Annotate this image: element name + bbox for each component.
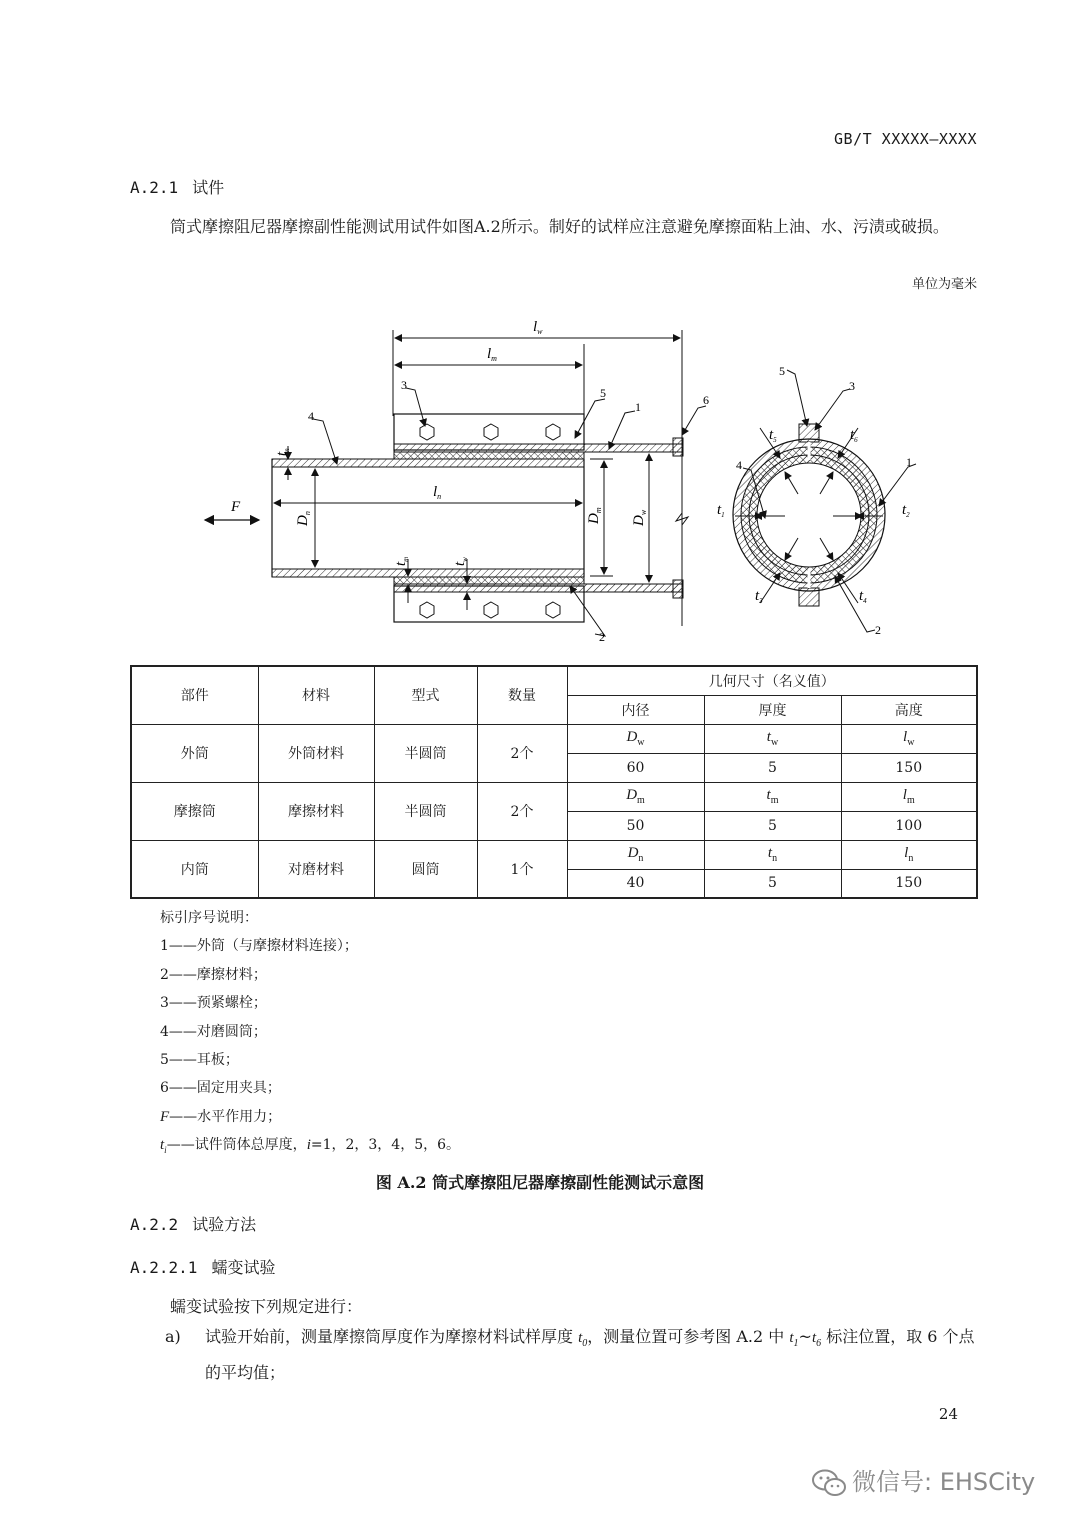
cs-leader-3-label: 3 — [849, 379, 855, 393]
row-qty: 2个 — [477, 782, 567, 840]
header-type: 型式 — [374, 666, 477, 724]
legend-item: 4——对磨圆筒； — [160, 1023, 267, 1040]
dn-label: $D_n$ — [295, 511, 312, 526]
figure-caption: 图 A.2 筒式摩擦阻尼器摩擦副性能测试示意图 — [375, 1173, 705, 1192]
watermark-text: 微信号: EHSCity — [852, 1468, 1036, 1496]
section-title: 蠕变试验 — [211, 1258, 276, 1277]
cs-leader-1-label: 1 — [906, 455, 912, 469]
fixture-bottom — [673, 580, 683, 598]
row-d-value: 40 — [567, 869, 704, 898]
fixture-top — [673, 438, 683, 456]
row-part: 外筒 — [131, 724, 258, 782]
t6-label: $t_6$ — [850, 427, 858, 444]
inner-tube-wall-bottom — [272, 569, 584, 577]
row-l-value: 150 — [841, 869, 977, 898]
row-t-value: 5 — [704, 869, 841, 898]
header-geometry: 几何尺寸（名义值） — [567, 666, 977, 695]
legend-item: 3——预紧螺栓； — [160, 995, 267, 1012]
header-inner-diameter: 内径 — [567, 695, 704, 724]
section-title: 试验方法 — [192, 1215, 257, 1234]
specimen-table — [130, 665, 978, 899]
row-d-symbol: $D_w$ — [567, 724, 704, 753]
row-l-value: 150 — [841, 753, 977, 782]
list-item-a — [165, 1322, 980, 1387]
row-l-value: 100 — [841, 811, 977, 840]
legend-item: 5——耳板； — [160, 1052, 239, 1069]
cs-leader-2-label: 2 — [875, 623, 881, 637]
section-heading-a21 — [130, 175, 224, 198]
row-qty: 1个 — [477, 840, 567, 898]
row-part: 内筒 — [131, 840, 258, 898]
row-t-symbol: $t_w$ — [704, 724, 841, 753]
row-d-symbol: $D_m$ — [567, 782, 704, 811]
force-label: F — [231, 499, 241, 515]
tw-label: $t_w$ — [452, 557, 469, 566]
list-label: a) — [165, 1327, 181, 1346]
row-material: 摩擦材料 — [258, 782, 374, 840]
row-type: 半圆筒 — [374, 782, 477, 840]
section-number: A.2.2 — [130, 1215, 179, 1234]
cs-leader-5-label: 5 — [779, 364, 785, 378]
creep-intro-text: 蠕变试验按下列规定进行： — [170, 1297, 363, 1316]
row-material: 外筒材料 — [258, 724, 374, 782]
cs-leader-4-label: 4 — [736, 458, 742, 472]
section-title: 试件 — [192, 178, 225, 197]
outer-tube-wall-top — [394, 444, 683, 452]
section-number: A.2.1 — [130, 178, 179, 197]
t2-label: $t_2$ — [902, 502, 910, 519]
cross-section-view — [717, 364, 916, 637]
row-l-symbol: $l_w$ — [841, 724, 977, 753]
legend-item: 6——固定用夹具； — [160, 1080, 281, 1097]
dw-label: $D_w$ — [631, 509, 648, 526]
row-d-value: 60 — [567, 753, 704, 782]
dm-label: $D_m$ — [586, 507, 603, 524]
header-height: 高度 — [841, 695, 977, 724]
page-number: 24 — [938, 1405, 958, 1423]
lw-label: $l_w$ — [533, 319, 543, 336]
intro-paragraph — [130, 212, 980, 241]
row-l-symbol: $l_m$ — [841, 782, 977, 811]
leader-2-label: 2 — [599, 630, 605, 644]
row-d-symbol: $D_n$ — [567, 840, 704, 869]
leader-5-label: 5 — [600, 386, 606, 400]
leader-6-label: 6 — [703, 393, 709, 407]
legend-title: 标引序号说明： — [160, 910, 258, 926]
friction-material-top — [394, 452, 584, 459]
leader-4-label: 4 — [308, 409, 314, 423]
leader-3-label: 3 — [401, 378, 407, 392]
legend-item: 2——摩擦材料； — [160, 966, 267, 983]
section-heading-a22 — [130, 1212, 256, 1235]
row-d-value: 50 — [567, 811, 704, 840]
leader-1-label: 1 — [635, 400, 641, 414]
row-qty: 2个 — [477, 724, 567, 782]
header-thickness: 厚度 — [704, 695, 841, 724]
unit-note: 单位为毫米 — [911, 277, 977, 292]
section-heading-a221 — [130, 1255, 275, 1278]
intro-text: 筒式摩擦阻尼器摩擦副性能测试用试件如图A.2所示。制好的试样应注意避免摩擦面粘上油、水、污渍或破损。 — [170, 217, 949, 236]
t3-label: $t_3$ — [755, 588, 763, 605]
row-t-symbol: $t_m$ — [704, 782, 841, 811]
inner-tube-wall-top — [272, 459, 584, 467]
row-t-symbol: $t_n$ — [704, 840, 841, 869]
t1-label: $t_1$ — [717, 502, 725, 519]
row-part: 摩擦筒 — [131, 782, 258, 840]
legend-item-force: F——水平作用力； — [160, 1108, 282, 1125]
legend-item: 1——外筒（与摩擦材料连接）； — [160, 938, 358, 955]
section-number: A.2.2.1 — [130, 1258, 198, 1277]
side-view — [205, 319, 709, 644]
friction-material-bottom — [394, 577, 584, 584]
row-material: 对磨材料 — [258, 840, 374, 898]
tm-label: $t_m$ — [393, 556, 410, 566]
t5-label: $t_5$ — [769, 427, 777, 444]
wechat-icon — [812, 1469, 846, 1497]
header-part: 部件 — [131, 666, 258, 724]
watermark — [812, 1462, 1035, 1497]
row-t-value: 5 — [704, 753, 841, 782]
row-type: 圆筒 — [374, 840, 477, 898]
row-t-value: 5 — [704, 811, 841, 840]
ln-label: $l_n$ — [433, 484, 442, 501]
legend-item-thickness: $t_i——$试件筒体总厚度，i=1，2，3，4，5，6。 — [160, 1137, 461, 1156]
list-text: 试验开始前，测量摩擦筒厚度作为摩擦材料试样厚度 $t_0$，测量位置可参考图 A.2 中 $t_1\sim t_6$ 标注位置，取 6 个点的平均值； — [205, 1327, 975, 1383]
header-material: 材料 — [258, 666, 374, 724]
standard-code: GB/T XXXXX—XXXX — [834, 130, 977, 148]
figure-legend — [160, 904, 460, 1164]
lm-label: $l_m$ — [487, 346, 497, 363]
test-specimen-diagram — [195, 318, 935, 650]
row-l-symbol: $l_n$ — [841, 840, 977, 869]
tn-label: $t_n$ — [274, 448, 291, 456]
row-type: 半圆筒 — [374, 724, 477, 782]
header-qty: 数量 — [477, 666, 567, 724]
t4-label: $t_4$ — [859, 588, 867, 605]
creep-intro — [130, 1292, 980, 1321]
